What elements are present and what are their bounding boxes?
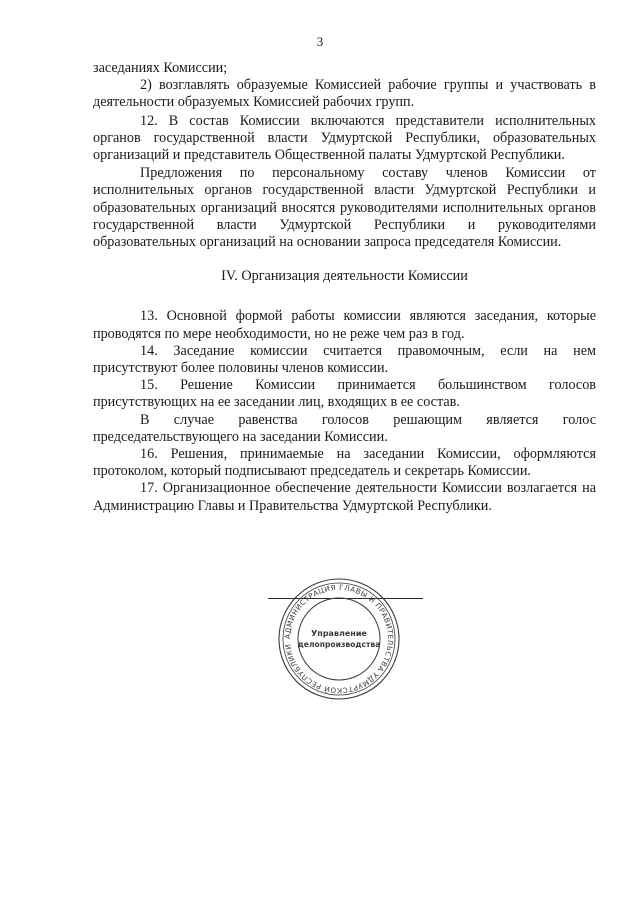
paragraph-proposals: Предложения по персональному составу членов Комиссии от исполнительных органов государственной власти Удмуртской Республики и образовательных организаций вносятся руководителями исполнительных органов государственной власти Удмуртской Республики и руководителями образовательных организаций на основании запроса председателя Комиссии. [93,165,596,251]
paragraph-15: 15. Решение Комиссии принимается большинством голосов присутствующих на ее заседании лиц, входящих в ее состав. [93,377,596,411]
document-body [93,60,596,515]
paragraph-12: 12. В состав Комиссии включаются представители исполнительных органов государственной власти Удмуртской Республики, образовательных организаций и представитель Общественной палаты Удмуртской Республики. [93,112,596,164]
stamp-outer-text: АДМИНИСТРАЦИЯ ГЛАВЫ И ПРАВИТЕЛЬСТВА УДМУРТСКОЙ РЕСПУБЛИКИ [282,582,396,696]
stamp-center-line-2: делопроизводства [297,640,381,649]
section-heading: IV. Организация деятельности Комиссии [221,268,468,285]
page-number: 3 [316,34,324,49]
paragraph-16: 16. Решения, принимаемые на заседании Комиссии, оформляются протоколом, который подписывают председатель и секретарь Комиссии. [93,446,596,480]
paragraph-item-2: 2) возглавлять образуемые Комиссией рабочие группы и участвовать в деятельности образуемых Комиссией рабочих групп. [93,77,596,111]
svg-text:АДМИНИСТРАЦИЯ ГЛАВЫ И ПРАВИТЕЛ [283,583,395,695]
paragraph-17: 17. Организационное обеспечение деятельности Комиссии возлагается на Администрацию Главы и Правительства Удмуртской Республики. [93,480,596,514]
official-stamp [277,577,401,701]
paragraph-continuation: заседаниях Комиссии; [93,60,228,76]
paragraph-14: 14. Заседание комиссии считается правомочным, если на нем присутствуют более половины членов комиссии. [93,342,596,377]
paragraph-13: 13. Основной формой работы комиссии являются заседания, которые проводятся по мере необходимости, но не реже чем раз в год. [93,308,596,342]
paragraph-tie-vote: В случае равенства голосов решающим является голос председательствующего на заседании Комиссии. [93,411,596,445]
stamp-center-line-1: Управление [311,629,367,638]
